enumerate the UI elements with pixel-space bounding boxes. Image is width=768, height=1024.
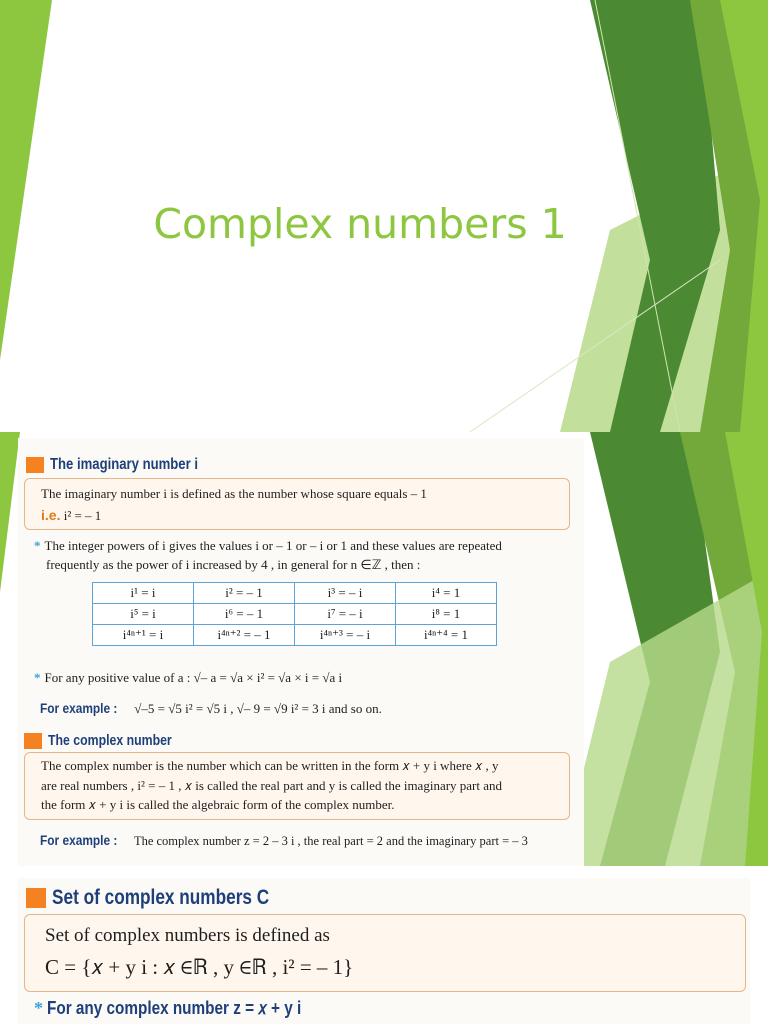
textbook-scan-imaginary-number (18, 438, 584, 866)
table-row: i⁴ⁿ⁺¹ = i i⁴ⁿ⁺² = – 1 i⁴ⁿ⁺³ = – i i⁴ⁿ⁺⁴ = 1 (93, 625, 497, 646)
complex-set-box (24, 914, 746, 992)
example-line-1: For example : √–5 = √5 i² = √5 i , √– 9 = √9 i² = 3 i and so on. (40, 700, 382, 716)
left-green-wedge (0, 0, 52, 360)
for-any-line: * For any complex number z = 𝑥 + y i (34, 998, 302, 1018)
textbook-scan-complex-set (18, 878, 750, 1024)
slide-1 (0, 0, 768, 432)
orange-square-icon (24, 733, 42, 749)
complex-set-formula: C = {𝑥 + y i : 𝑥 ∈ℝ , y ∈ℝ , i² = – 1} (45, 955, 354, 979)
heading-complex-set: Set of complex numbers C (26, 886, 317, 910)
asterisk-icon: * (34, 670, 41, 685)
asterisk-icon: * (34, 538, 41, 553)
orange-square-icon (26, 888, 46, 908)
definition-box (24, 478, 570, 530)
orange-square-icon (26, 457, 44, 473)
ie-line: i.e. i² = – 1 (41, 507, 102, 523)
heading-imaginary-number: The imaginary number i (26, 456, 230, 474)
positive-value-line: * For any positive value of a : √– a = √a × i² = √a × i = √a i (34, 670, 343, 685)
example-line-2: For example : The complex number z = 2 – 3 i , the real part = 2 and the imaginary part = – 3 (40, 832, 528, 848)
slide-2 (0, 432, 768, 866)
powers-of-i-table (92, 582, 497, 646)
slide-3 (0, 866, 768, 1024)
definition-text: The imaginary number i is defined as the number whose square equals – 1 (41, 486, 427, 501)
complex-set-intro: Set of complex numbers is defined as (45, 925, 330, 946)
powers-line-1: * The integer powers of i gives the values i or – 1 or – i or 1 and these values are repeated (34, 538, 502, 553)
table-row: i⁵ = i i⁶ = – 1 i⁷ = – i i⁸ = 1 (93, 604, 497, 625)
asterisk-icon: * (34, 998, 43, 1018)
powers-line-2: frequently as the power of i increased by 4 , in general for n ∈ℤ , then : (46, 557, 421, 572)
table-row: i¹ = i i² = – 1 i³ = – i i⁴ = 1 (93, 583, 497, 604)
heading-complex-number: The complex number (24, 732, 199, 749)
slide-title: Complex numbers 1 (153, 200, 567, 248)
complex-definition-box: The complex number is the number which can be written in the form 𝑥 + y i where 𝑥 , y are real numbers , i² = – 1 , 𝑥 is called the real part and y is called the imaginary part and the form 𝑥 + y i is called the algebraic form of the complex number. (24, 752, 570, 820)
